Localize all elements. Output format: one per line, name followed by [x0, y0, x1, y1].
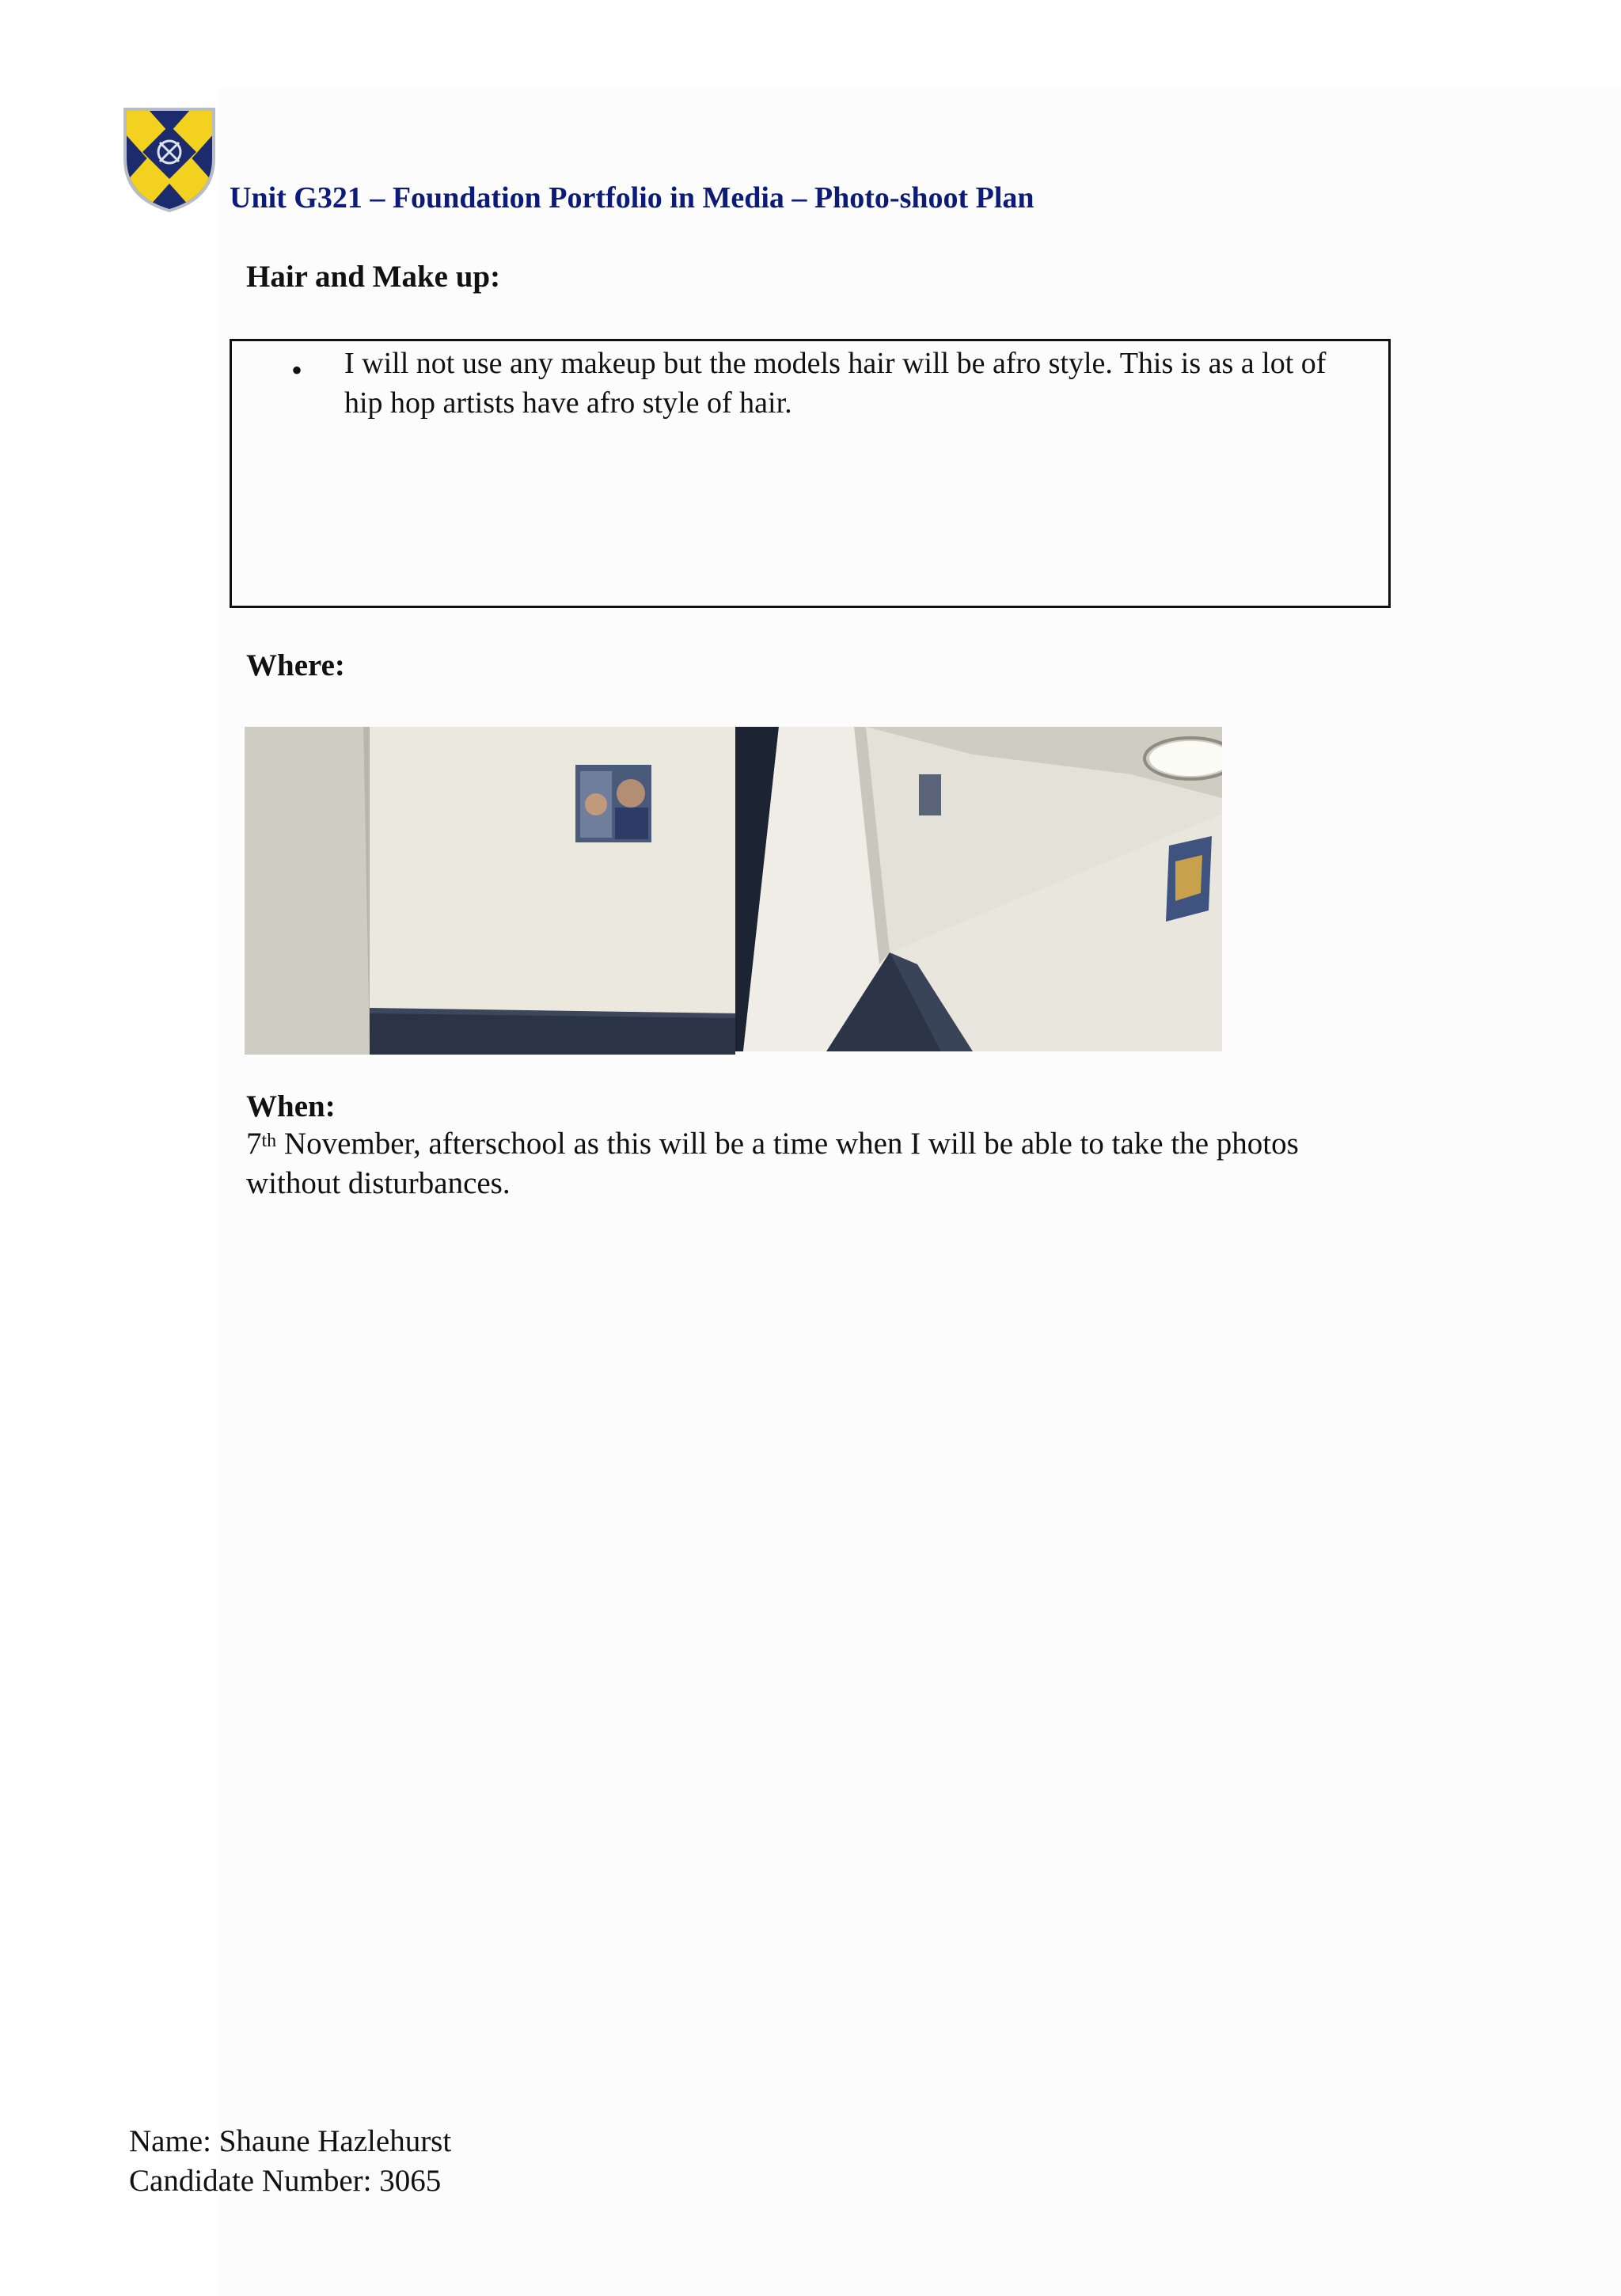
where-heading: Where: [246, 648, 345, 682]
when-heading: When: [246, 1089, 336, 1123]
hair-makeup-text: I will not use any makeup but the models hair will be afro style. This is as a lot of hip hop artists have afro style of hair. [344, 347, 1327, 420]
hair-makeup-heading: Hair and Make up: [246, 260, 501, 294]
school-crest-icon [119, 103, 220, 214]
date-suffix: th [261, 1131, 277, 1151]
when-description: November, afterschool as this will be a time when I will be able to take the photos without disturbances. [246, 1127, 1299, 1200]
corridor-photo-1 [245, 727, 735, 1055]
date-number: 7 [246, 1127, 262, 1161]
candidate-name: Name: Shaune Hazlehurst [129, 2124, 452, 2158]
bullet-icon: • [291, 352, 303, 388]
corridor-photo-2 [735, 727, 1222, 1051]
candidate-number: Candidate Number: 3065 [129, 2164, 442, 2198]
footer [129, 2122, 451, 2201]
when-text [246, 1124, 1386, 1203]
hair-makeup-box [230, 339, 1391, 608]
page-title: Unit G321 – Foundation Portfolio in Media – Photo-shoot Plan [230, 181, 1034, 215]
